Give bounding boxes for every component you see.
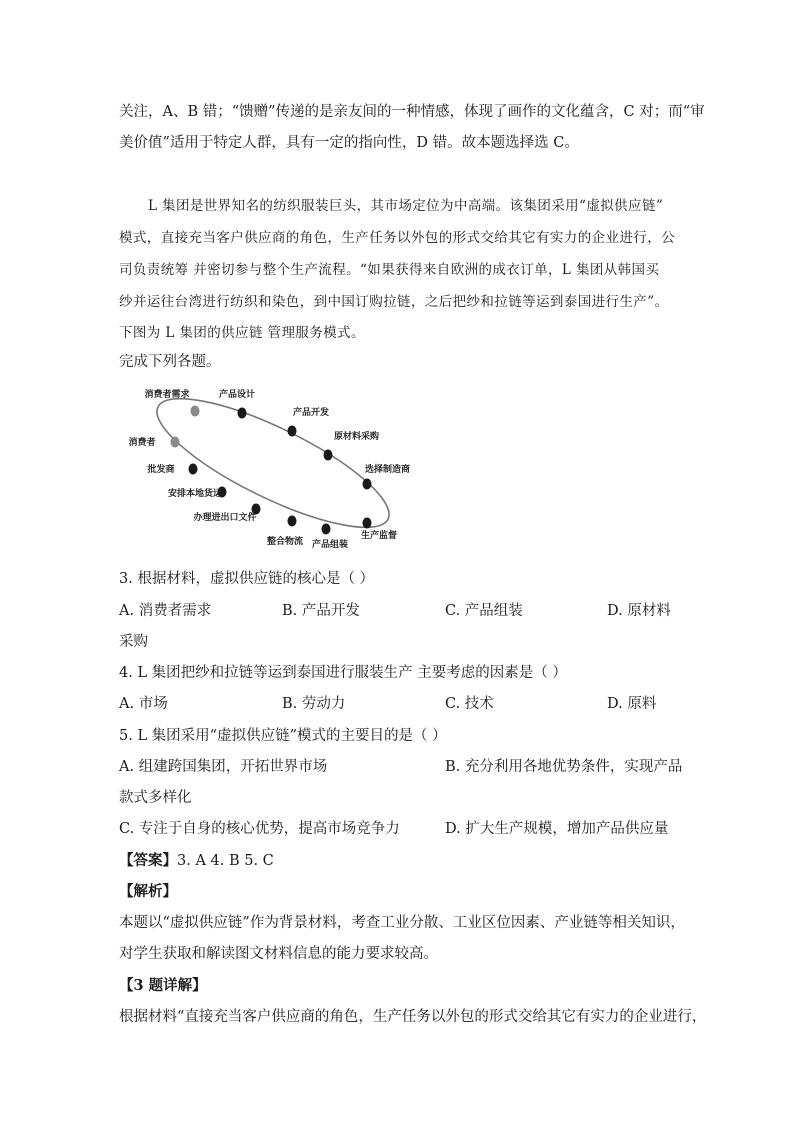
- diagram-node-label: 办理进出口文件: [193, 513, 257, 523]
- analysis-label: 【解析】: [119, 883, 177, 900]
- q3-option-a[interactable]: A. 消费者需求: [119, 603, 212, 619]
- answer-line: [119, 851, 274, 871]
- diagram-node-dot: [363, 518, 372, 529]
- diagram-node-label: 批发商: [147, 465, 175, 475]
- diagram-node-label: 整合物流: [266, 537, 304, 547]
- material-line-3: 司负责统筹 并密切参与整个生产流程。“如果获得来自欧洲的成衣订单，L 集团从韩国买: [119, 262, 660, 278]
- q4-option-c[interactable]: C. 技术: [445, 696, 494, 712]
- diagram-node-dot: [191, 406, 200, 417]
- q5-option-b-wrap: 款式多样化: [119, 790, 192, 806]
- question-3-stem: 3. 根据材料，虚拟供应链的核心是（ ）: [119, 571, 375, 587]
- diagram-node-label: 安排本地货运: [167, 489, 223, 499]
- q4-option-b[interactable]: B. 劳动力: [282, 696, 346, 712]
- diagram-node-dot: [189, 464, 198, 475]
- detail-label: 【3 题详解】: [119, 977, 207, 994]
- q3-option-d[interactable]: D. 原材料: [607, 603, 671, 619]
- q4-option-d[interactable]: D. 原料: [607, 696, 657, 712]
- diagram-node-dot: [238, 408, 247, 419]
- intro-line-1: 关注，A、B 错；“馈赠”传递的是亲友间的一种情感，体现了画作的文化蕴含，C 对；而“审: [119, 104, 705, 120]
- q3-option-b[interactable]: B. 产品开发: [282, 603, 360, 619]
- q4-option-a[interactable]: A. 市场: [119, 696, 168, 712]
- diagram-node-dot: [363, 479, 372, 490]
- question-4-stem: 4. L 集团把纱和拉链等运到泰国进行服装生产 主要考虑的因素是（ ）: [119, 665, 567, 681]
- detail-line: 根据材料“直接充当客户供应商的角色，生产任务以外包的形式交给其它有实力的企业进行，: [119, 1009, 707, 1025]
- diagram-node-label: 消费者需求: [144, 390, 190, 400]
- diagram-node-label: 消费者: [128, 438, 156, 448]
- diagram-node-label: 原材料采购: [334, 432, 380, 442]
- diagram-node-dot: [322, 524, 331, 535]
- diagram-node-label: 产品组装: [311, 540, 349, 550]
- q5-option-d[interactable]: D. 扩大生产规模，增加产品供应量: [445, 821, 669, 837]
- material-line-4: 纱并运往台湾进行纺织和染色，到中国订购拉链，之后把纱和拉链等运到泰国进行生产”。: [119, 294, 669, 310]
- material-line-2: 模式，直接充当客户供应商的角色，生产任务以外包的形式交给其它有实力的企业进行，公: [119, 230, 675, 246]
- analysis-line-2: 对学生获取和解读图文材料信息的能力要求较高。: [119, 946, 438, 962]
- diagram-node-label: 生产监督: [361, 531, 398, 541]
- q3-option-c[interactable]: C. 产品组装: [445, 603, 523, 619]
- intro-line-2: 美价值”适用于特定人群，具有一定的指向性，D 错。故本题选择选 C。: [119, 135, 579, 151]
- diagram-node-dot: [171, 437, 180, 448]
- prompt-text: 完成下列各题。: [119, 354, 221, 370]
- diagram-node-label: 产品设计: [218, 390, 256, 400]
- diagram-nodes: [128, 388, 410, 550]
- answer-label: 【答案】: [119, 852, 177, 869]
- question-5-stem: 5. L 集团采用“虚拟供应链”模式的主要目的是（ ）: [119, 728, 447, 744]
- q5-option-c[interactable]: C. 专注于自身的核心优势，提高市场竞争力: [119, 821, 400, 837]
- material-line-1: L 集团是世界知名的纺织服装巨头，其市场定位为中高端。该集团采用“虚拟供应链”: [148, 198, 664, 214]
- diagram-node-dot: [288, 516, 297, 527]
- supply-chain-diagram: [125, 383, 425, 553]
- diagram-node-dot: [324, 450, 333, 461]
- analysis-line-1: 本题以“虚拟供应链”作为背景材料，考查工业分散、工业区位因素、产业链等相关知识，: [119, 915, 685, 931]
- diagram-node-label: 产品开发: [293, 408, 330, 418]
- material-line-5: 下图为 L 集团的供应链 管理服务模式。: [119, 325, 365, 341]
- q3-option-d-wrap: 采购: [119, 634, 148, 650]
- q5-option-a[interactable]: A. 组建跨国集团，开拓世界市场: [119, 759, 328, 775]
- answer-text: 3. A 4. B 5. C: [177, 853, 274, 869]
- diagram-node-dot: [288, 426, 297, 437]
- diagram-node-label: 选择制造商: [365, 465, 411, 475]
- q5-option-b[interactable]: B. 充分利用各地优势条件，实现产品: [445, 759, 683, 775]
